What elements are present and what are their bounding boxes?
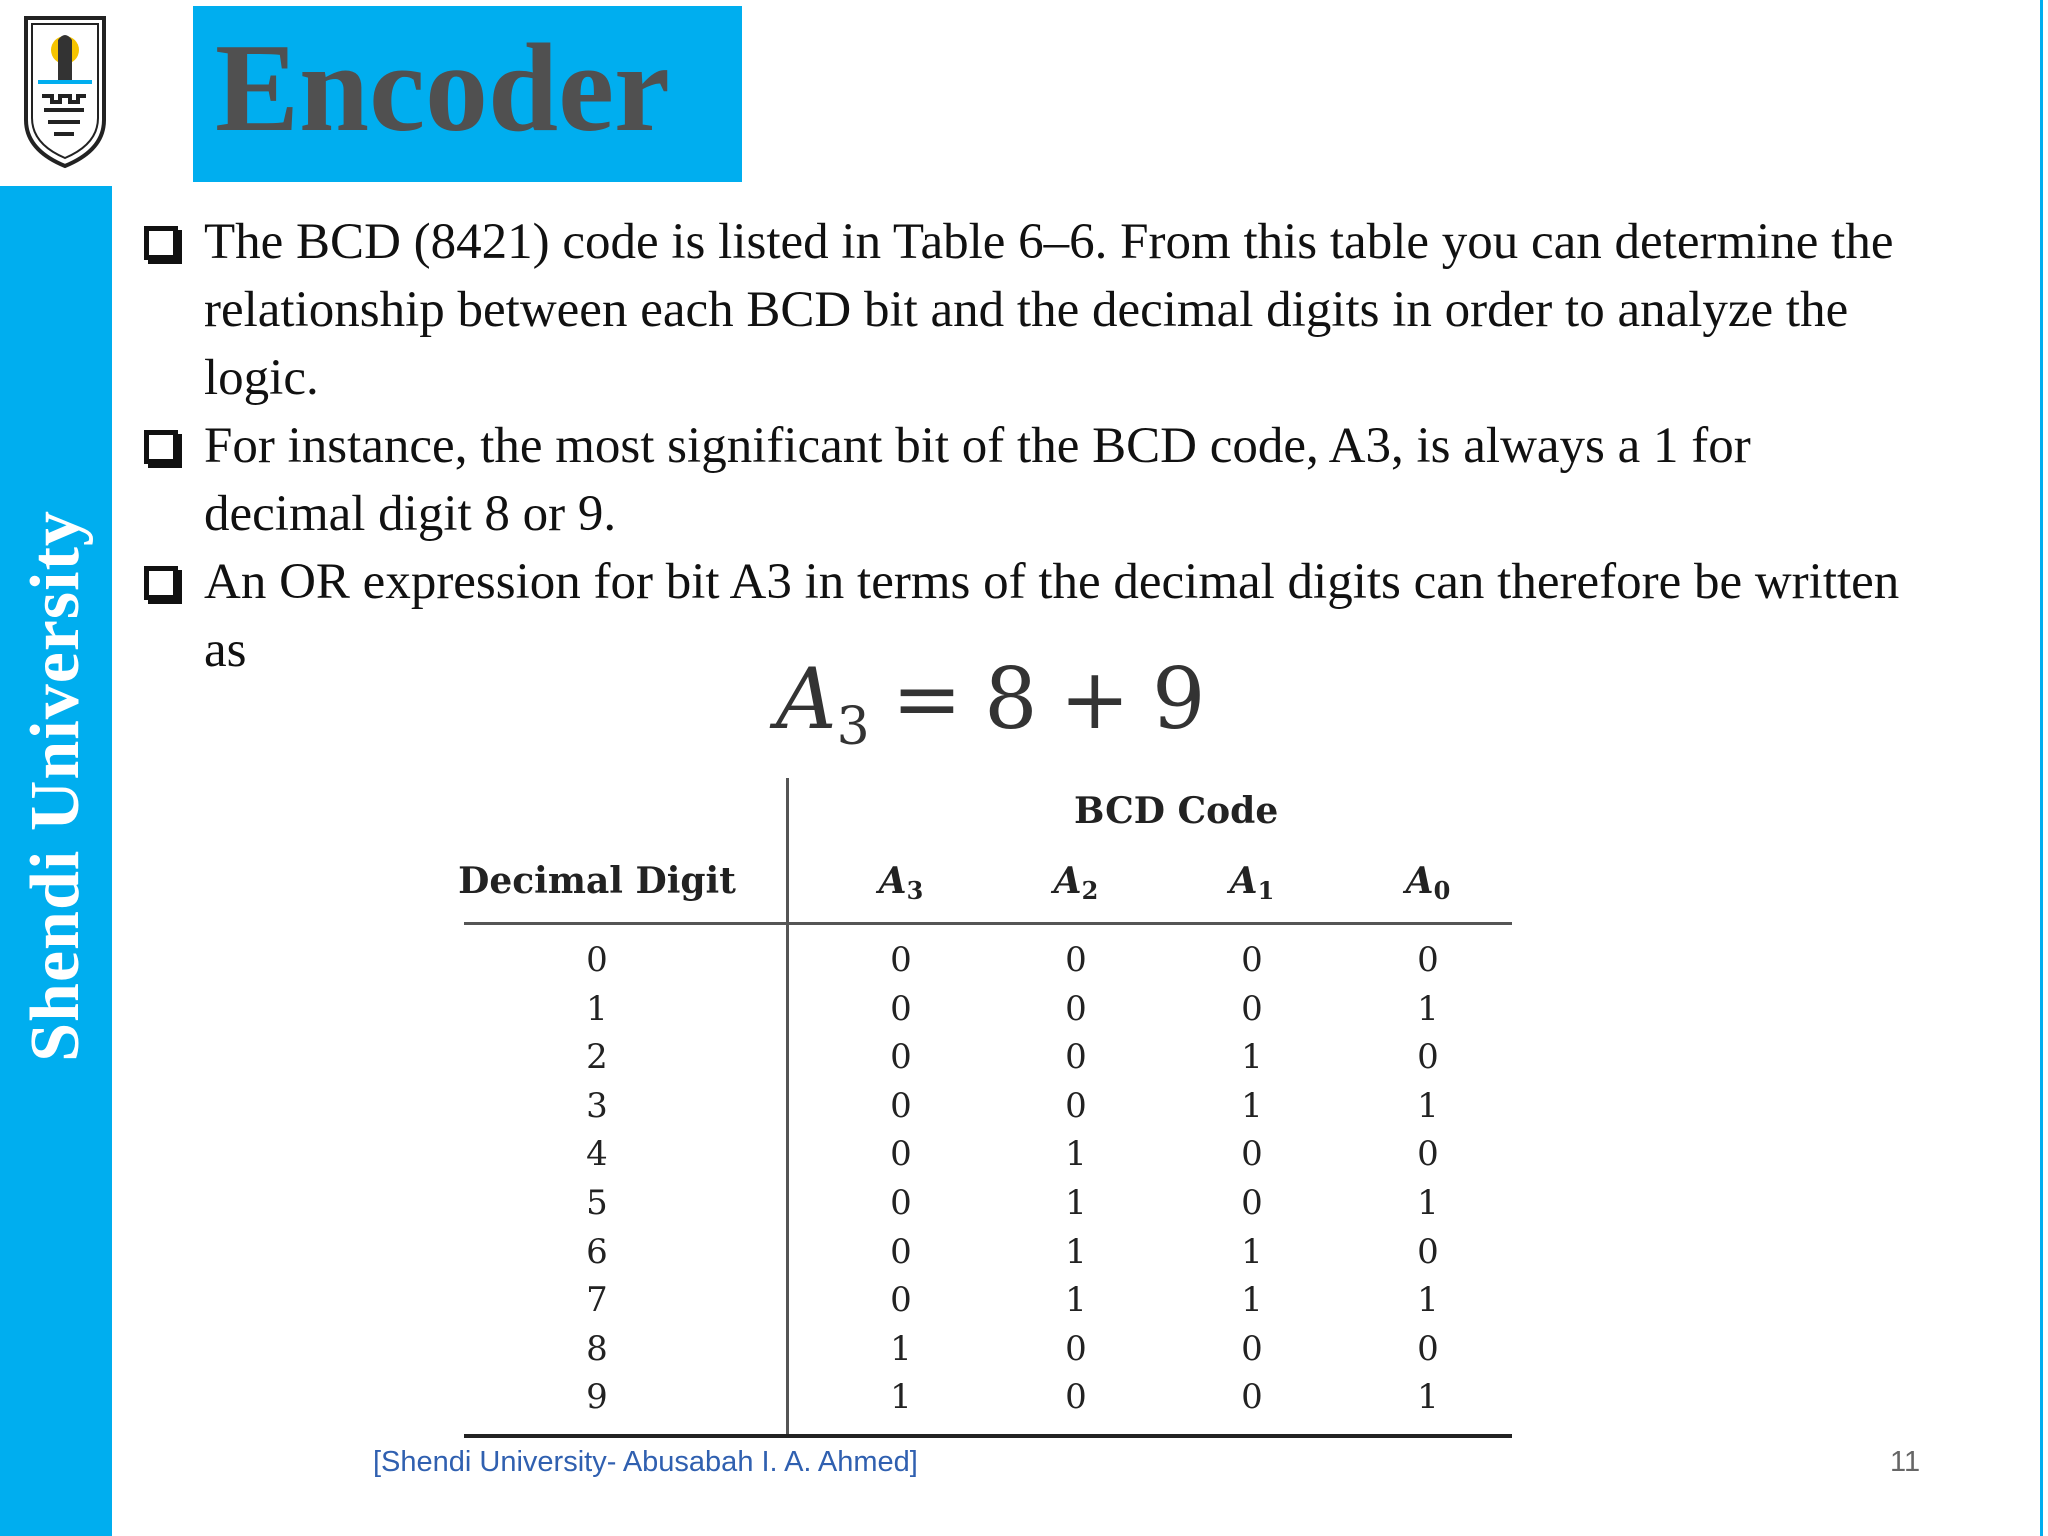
equation-variable: A	[776, 650, 837, 748]
cell-decimal: 1	[586, 988, 608, 1029]
cell-a0: 0	[1417, 1037, 1439, 1078]
cell-a1: 1	[1241, 1037, 1263, 1078]
cell-a1: 1	[1241, 1231, 1263, 1272]
cell-decimal: 7	[586, 1280, 608, 1321]
sidebar-label: Shendi University	[17, 510, 94, 1062]
cell-a2: 1	[1065, 1183, 1087, 1223]
cell-decimal: 3	[586, 1085, 608, 1126]
cell-a3: 0	[890, 940, 912, 980]
checkbox-bullet-icon	[144, 226, 178, 260]
cell-a3: 1	[890, 1377, 912, 1418]
cell-a1: 1	[1241, 1085, 1263, 1126]
cell-a2: 0	[1065, 940, 1087, 980]
equation-subscript: 3	[836, 697, 870, 757]
cell-decimal: 2	[586, 1037, 608, 1078]
cell-a1: 0	[1241, 1328, 1263, 1369]
equals-sign: =	[891, 650, 963, 748]
table-rule	[464, 1434, 1512, 1438]
table-header-decimal: Decimal Digit	[458, 860, 736, 902]
bullet-text: The BCD (8421) code is listed in Table 6–6. From this table you can determine the relationship between each BCD bit and the decimal digits in order to analyze the logic.	[204, 214, 1894, 406]
cell-a1: 0	[1241, 988, 1263, 1029]
cell-a3: 0	[890, 1183, 912, 1223]
table-header-a0: $A_0$	[1405, 860, 1451, 905]
equation-term: 8	[984, 650, 1038, 748]
cell-a0: 1	[1417, 1085, 1439, 1126]
cell-decimal: 5	[586, 1183, 608, 1223]
right-border	[2040, 0, 2043, 1536]
plus-sign: +	[1059, 650, 1130, 748]
cell-decimal: 6	[586, 1231, 608, 1272]
page-number: 11	[1890, 1446, 1921, 1478]
slide-title: Encoder	[215, 19, 670, 158]
cell-a2: 0	[1065, 1037, 1087, 1078]
table-group-header: BCD Code	[1074, 790, 1279, 832]
cell-a0: 0	[1417, 1328, 1439, 1369]
cell-decimal: 0	[586, 940, 608, 980]
table-divider	[786, 778, 789, 1438]
cell-decimal: 4	[586, 1134, 608, 1175]
table-rule	[464, 922, 1512, 925]
checkbox-bullet-icon	[144, 430, 178, 464]
cell-a1: 1	[1241, 1280, 1263, 1321]
cell-a1: 0	[1241, 1183, 1263, 1223]
checkbox-bullet-icon	[144, 566, 178, 600]
cell-a3: 0	[890, 1280, 912, 1321]
cell-a0: 1	[1417, 1280, 1439, 1321]
equation	[776, 650, 1205, 757]
cell-a2: 0	[1065, 1377, 1087, 1418]
cell-a3: 1	[890, 1328, 912, 1369]
title-box	[193, 6, 742, 182]
bullet-text: An OR expression for bit A3 in terms of the decimal digits can therefore be written as	[204, 554, 1900, 678]
cell-a1: 0	[1241, 1134, 1263, 1175]
cell-a3: 0	[890, 1085, 912, 1126]
cell-a2: 0	[1065, 1085, 1087, 1126]
table-header-a3: $A_3$	[878, 860, 924, 905]
cell-a2: 0	[1065, 988, 1087, 1029]
cell-a1: 0	[1241, 1377, 1263, 1418]
cell-a0: 0	[1417, 940, 1439, 980]
equation-term: 9	[1152, 650, 1206, 748]
cell-a3: 0	[890, 1134, 912, 1175]
bullet-item	[140, 412, 1920, 548]
cell-a0: 1	[1417, 1183, 1439, 1223]
footer-credit: [Shendi University- Abusabah I. A. Ahmed]	[373, 1446, 918, 1478]
university-crest-icon	[20, 10, 110, 170]
cell-a3: 0	[890, 1231, 912, 1272]
cell-a3: 0	[890, 1037, 912, 1078]
cell-a2: 0	[1065, 1328, 1087, 1369]
sidebar	[0, 186, 112, 1536]
bullet-item	[140, 208, 1920, 412]
cell-a1: 0	[1241, 940, 1263, 980]
cell-a2: 1	[1065, 1280, 1087, 1321]
cell-decimal: 8	[586, 1328, 608, 1369]
table-header-a2: $A_2$	[1053, 860, 1099, 905]
bcd-table	[458, 778, 1512, 1438]
bullet-text: For instance, the most significant bit of the BCD code, A3, is always a 1 for decimal digit 8 or 9.	[204, 418, 1751, 542]
cell-a0: 1	[1417, 988, 1439, 1029]
bullet-list	[140, 208, 1920, 684]
cell-decimal: 9	[586, 1377, 608, 1418]
cell-a0: 0	[1417, 1231, 1439, 1272]
cell-a2: 1	[1065, 1134, 1087, 1175]
cell-a3: 0	[890, 988, 912, 1029]
cell-a0: 0	[1417, 1134, 1439, 1175]
cell-a2: 1	[1065, 1231, 1087, 1272]
table-header-a1: $A_1$	[1229, 860, 1275, 905]
cell-a0: 1	[1417, 1377, 1439, 1418]
